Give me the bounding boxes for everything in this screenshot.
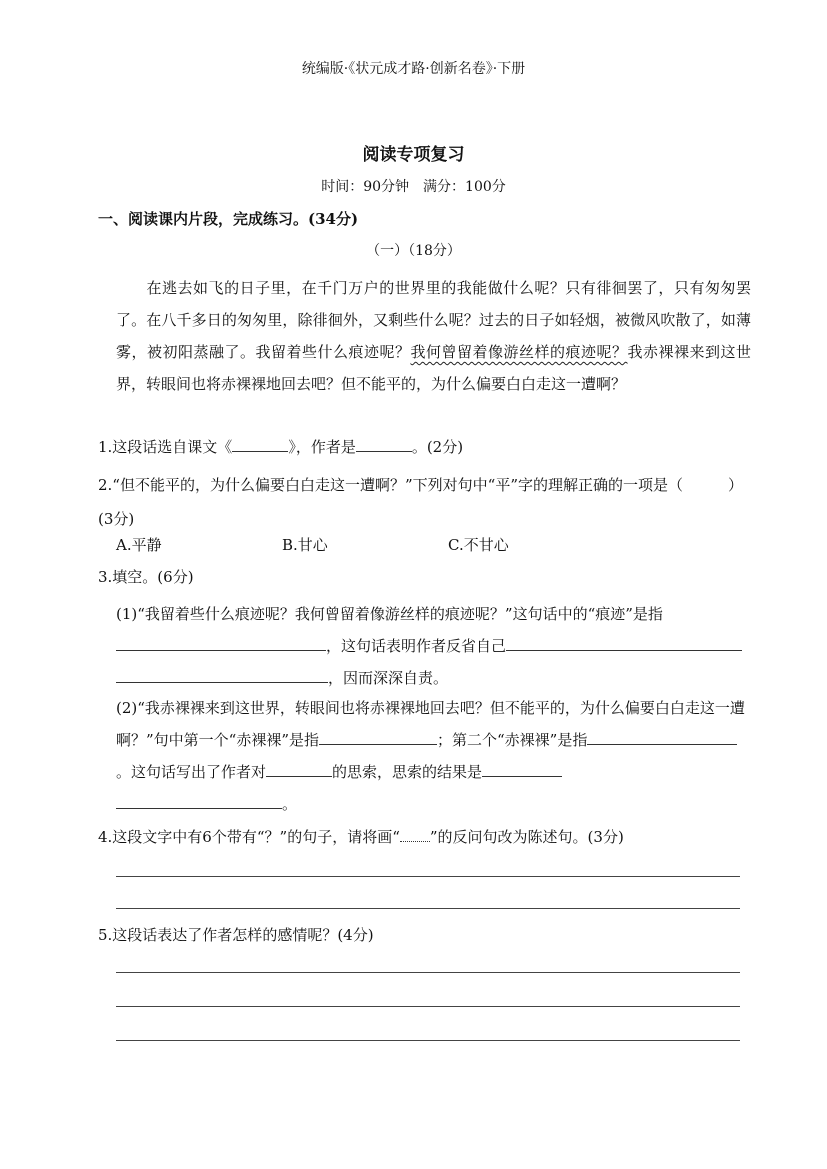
question-4 bbox=[98, 826, 624, 847]
answer-line-5-3[interactable] bbox=[116, 1040, 740, 1041]
subsection-heading: （一）（18分） bbox=[366, 243, 461, 259]
page-title: 阅读专项复习 bbox=[362, 145, 465, 165]
question-3-2-text-b: ；第二个“赤裸裸”是指 bbox=[437, 731, 588, 749]
passage-text-2: 我赤裸裸来到这世界，转眼间也将赤裸裸地回去吧？但不能平的，为什么偏要白白走这一遭啊？ bbox=[116, 343, 751, 393]
question-3: 3.填空。(6分) bbox=[98, 568, 194, 586]
question-3-part-2 bbox=[116, 692, 750, 820]
page-header: 统编版·《状元成才路·创新名卷》·下册 bbox=[301, 61, 526, 77]
question-1-text-b: 》，作者是 bbox=[288, 438, 356, 456]
exam-meta: 时间：90分钟 满分：100分 bbox=[321, 179, 506, 195]
passage-wavy-sentence: 我何曾留着像游丝样的痕迹呢？ bbox=[410, 343, 628, 361]
answer-line-5-2[interactable] bbox=[116, 1006, 740, 1007]
question-3-1-blank-3[interactable] bbox=[116, 668, 328, 683]
question-1 bbox=[98, 436, 463, 457]
question-3-2-blank-4[interactable] bbox=[482, 762, 562, 777]
question-5: 5.这段话表达了作者怎样的感情呢？(4分) bbox=[98, 926, 374, 944]
question-3-part-1 bbox=[116, 598, 750, 694]
reading-passage bbox=[116, 272, 751, 400]
question-3-2-text-e: 。 bbox=[282, 795, 298, 813]
question-3-2-text-d: 的思索，思索的结果是 bbox=[332, 763, 483, 781]
question-3-2-text-c: 。这句话写出了作者对 bbox=[116, 763, 267, 781]
answer-line-5-1[interactable] bbox=[116, 972, 740, 973]
question-4-text-b: ”的反问句改为陈述句。(3分) bbox=[429, 828, 624, 846]
question-2: 2.“但不能平的，为什么偏要白白走这一遭啊？”下列对句中“平”字的理解正确的一项是（ ）(3分) bbox=[98, 476, 743, 528]
wavy-line-sample bbox=[400, 829, 430, 842]
option-c[interactable]: C.不甘心 bbox=[448, 536, 509, 554]
option-a[interactable]: A.平静 bbox=[116, 536, 162, 554]
question-1-blank-title[interactable] bbox=[232, 437, 288, 452]
question-3-1-blank-2[interactable] bbox=[506, 636, 742, 651]
question-3-1-blank-1[interactable] bbox=[116, 636, 326, 651]
question-3-2-blank-3[interactable] bbox=[266, 762, 332, 777]
question-1-text-a: 1.这段话选自课文《 bbox=[98, 438, 233, 456]
question-1-blank-author[interactable] bbox=[356, 437, 412, 452]
question-3-2-text-a: (2)“我赤裸裸来到这世界，转眼间也将赤裸裸地回去吧？但不能平的，为什么偏要白白走这一遭啊？”句中第一个“赤裸裸”是指 bbox=[116, 699, 745, 749]
question-3-1-text-b: ，这句话表明作者反省自己 bbox=[326, 637, 507, 655]
question-4-text-a: 4.这段文字中有6个带有“？”的句子，请将画“ bbox=[98, 828, 400, 846]
question-3-1-text-c: ，因而深深自责。 bbox=[328, 669, 449, 687]
question-3-2-blank-5[interactable] bbox=[116, 794, 282, 809]
question-3-1-text-a: (1)“我留着些什么痕迹呢？我何曾留着像游丝样的痕迹呢？”这句话中的“痕迹”是指 bbox=[116, 605, 663, 623]
question-3-2-blank-2[interactable] bbox=[587, 730, 737, 745]
question-3-2-blank-1[interactable] bbox=[319, 730, 437, 745]
question-2-options bbox=[116, 534, 716, 555]
passage-text-1: 在逃去如飞的日子里，在千门万户的世界里的我能做什么呢？只有徘徊罢了，只有匆匆罢了。在八千多日的匆匆里，除徘徊外，又剩些什么呢？过去的日子如轻烟，被微风吹散了，如薄雾，被初阳蒸融了。我留着些什么痕迹呢？ bbox=[116, 279, 751, 361]
answer-line-4-1[interactable] bbox=[116, 876, 740, 877]
answer-line-4-2[interactable] bbox=[116, 908, 740, 909]
section-heading: 一、阅读课内片段，完成练习。(34分) bbox=[98, 210, 359, 228]
question-1-text-c: 。(2分) bbox=[411, 438, 464, 456]
option-b[interactable]: B.甘心 bbox=[282, 536, 328, 554]
